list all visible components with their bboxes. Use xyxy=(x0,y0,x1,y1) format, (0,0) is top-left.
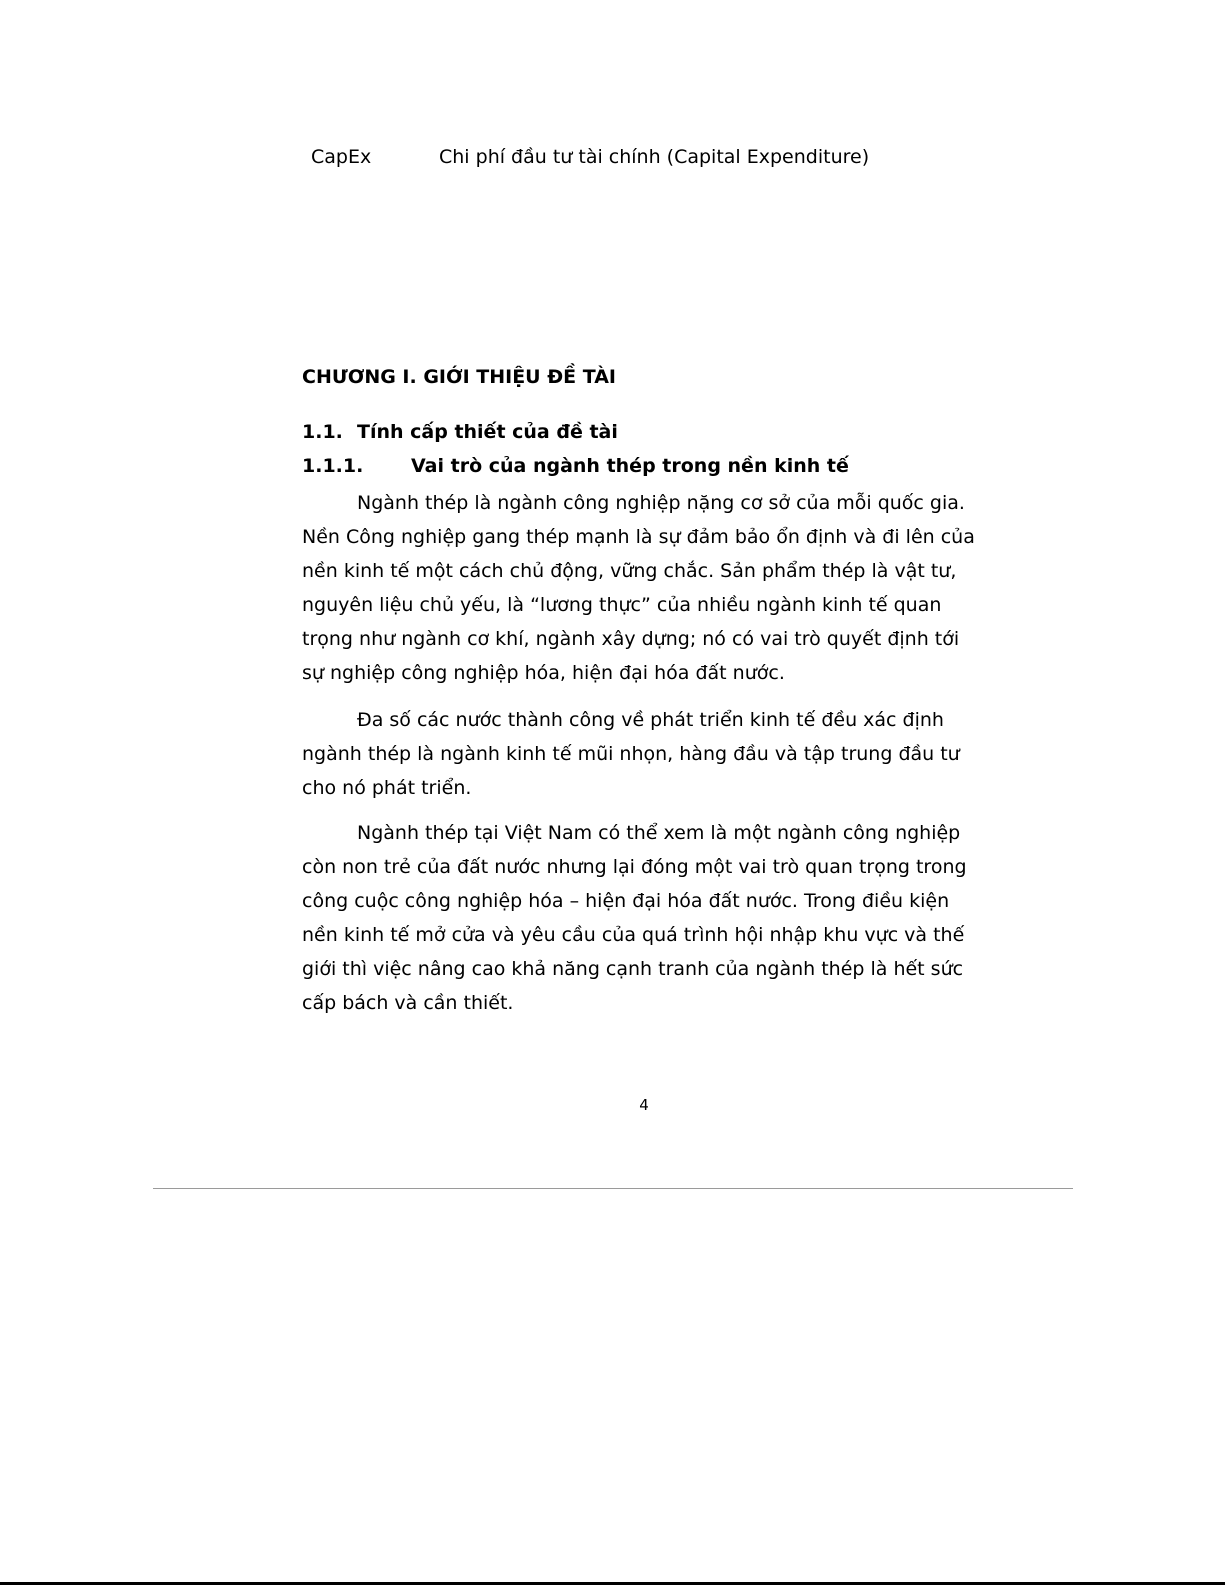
section-number: 1.1. xyxy=(302,421,343,443)
subsection-number: 1.1.1. xyxy=(302,455,364,477)
section-heading xyxy=(302,419,618,445)
abbreviation-definition: Chi phí đầu tư tài chính (Capital Expenditure) xyxy=(439,146,870,168)
body-paragraph: Ngành thép tại Việt Nam có thể xem là một ngành công nghiệp còn non trẻ của đất nước nhưng lại đóng một vai trò quan trọng trong công cuộc công nghiệp hóa – hiện đại hóa đất nước. Trong điều kiện nền kinh tế mở cửa và yêu cầu của quá trình hội nhập khu vực và thế giới thì việc nâng cao khả năng cạnh tranh của ngành thép là hết sức cấp bách và cần thiết. xyxy=(302,822,967,1014)
subsection-title: Vai trò của ngành thép trong nền kinh tế xyxy=(411,455,849,477)
page-number: 4 xyxy=(639,1096,649,1114)
subsection-heading xyxy=(302,453,849,479)
body-paragraph: Ngành thép là ngành công nghiệp nặng cơ sở của mỗi quốc gia. Nền Công nghiệp gang thép mạnh là sự đảm bảo ổn định và đi lên của nền kinh tế một cách chủ động, vững chắc. Sản phẩm thép là vật tư, nguyên liệu chủ yếu, là “lương thực” của nhiều ngành kinh tế quan trọng như ngành cơ khí, ngành xây dựng; nó có vai trò quyết định tới sự nghiệp công nghiệp hóa, hiện đại hóa đất nước. xyxy=(302,492,975,684)
page-divider xyxy=(153,1188,1073,1189)
chapter-title: CHƯƠNG I. GIỚI THIỆU ĐỀ TÀI xyxy=(302,366,617,388)
abbreviation-term: CapEx xyxy=(311,146,372,168)
body-paragraph: Đa số các nước thành công về phát triển kinh tế đều xác định ngành thép là ngành kinh tế mũi nhọn, hàng đầu và tập trung đầu tư cho nó phát triển. xyxy=(302,709,960,799)
section-title: Tính cấp thiết của đề tài xyxy=(357,421,618,443)
